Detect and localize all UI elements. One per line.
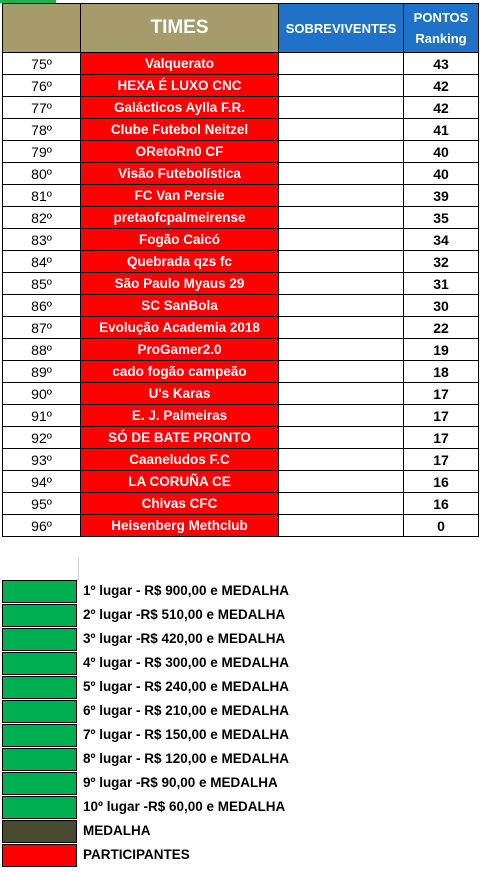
table-row[interactable] — [3, 97, 479, 119]
team-cell[interactable]: LA CORUÑA CE — [81, 471, 279, 493]
position-cell[interactable]: 75º — [3, 53, 81, 75]
sobreviventes-cell[interactable] — [279, 361, 404, 383]
team-cell[interactable]: Evolução Academia 2018 — [81, 317, 279, 339]
team-cell[interactable]: ProGamer2.0 — [81, 339, 279, 361]
legend-swatch[interactable] — [2, 652, 77, 675]
sobreviventes-cell[interactable] — [279, 405, 404, 427]
points-cell[interactable]: 39 — [404, 185, 479, 207]
sobreviventes-cell[interactable] — [279, 339, 404, 361]
table-row[interactable] — [3, 405, 479, 427]
points-cell[interactable]: 40 — [404, 163, 479, 185]
legend-swatch[interactable] — [2, 604, 77, 627]
table-row[interactable] — [3, 53, 479, 75]
legend-label[interactable]: 5º lugar - R$ 240,00 e MEDALHA — [83, 679, 289, 694]
position-cell[interactable]: 79º — [3, 141, 81, 163]
table-row[interactable] — [3, 383, 479, 405]
legend-swatch[interactable] — [2, 748, 77, 771]
table-row[interactable] — [3, 75, 479, 97]
points-cell[interactable]: 35 — [404, 207, 479, 229]
table-row[interactable] — [3, 295, 479, 317]
team-cell[interactable]: pretaofcpalmeirense — [81, 207, 279, 229]
team-cell[interactable]: Visão Futebolística — [81, 163, 279, 185]
table-row[interactable] — [3, 273, 479, 295]
legend-item — [2, 604, 462, 628]
legend-swatch[interactable] — [2, 628, 77, 651]
team-cell[interactable]: HEXA É LUXO CNC — [81, 75, 279, 97]
team-cell[interactable]: ORetoRn0 CF — [81, 141, 279, 163]
table-row[interactable] — [3, 119, 479, 141]
team-cell[interactable]: Clube Futebol Neitzel — [81, 119, 279, 141]
sobreviventes-cell[interactable] — [279, 207, 404, 229]
points-cell[interactable]: 22 — [404, 317, 479, 339]
position-cell[interactable]: 86º — [3, 295, 81, 317]
legend-label[interactable]: 10º lugar -R$ 60,00 e MEDALHA — [83, 799, 286, 814]
header-position-cell[interactable] — [3, 4, 81, 53]
sobreviventes-cell[interactable] — [279, 97, 404, 119]
legend-label[interactable]: 2º lugar -R$ 510,00 e MEDALHA — [83, 607, 286, 622]
ranking-table — [2, 3, 479, 537]
sobreviventes-cell[interactable] — [279, 295, 404, 317]
legend-swatch[interactable] — [2, 700, 77, 723]
legend-item — [2, 844, 462, 868]
legend-item — [2, 796, 462, 820]
position-cell[interactable]: 95º — [3, 493, 81, 515]
sobreviventes-cell[interactable] — [279, 493, 404, 515]
legend-label[interactable]: PARTICIPANTES — [83, 847, 190, 862]
sobreviventes-cell[interactable] — [279, 471, 404, 493]
legend-label[interactable]: 9º lugar -R$ 90,00 e MEDALHA — [83, 775, 278, 790]
team-cell[interactable]: U's Karas — [81, 383, 279, 405]
legend-item — [2, 724, 462, 748]
table-row[interactable] — [3, 229, 479, 251]
position-cell[interactable]: 91º — [3, 405, 81, 427]
sobreviventes-cell[interactable] — [279, 317, 404, 339]
header-pontos[interactable] — [404, 4, 479, 53]
team-cell[interactable]: SÓ DE BATE PRONTO — [81, 427, 279, 449]
sobreviventes-cell[interactable] — [279, 251, 404, 273]
header-times[interactable]: TIMES — [81, 4, 279, 53]
sobreviventes-cell[interactable] — [279, 427, 404, 449]
points-cell[interactable]: 34 — [404, 229, 479, 251]
sobreviventes-cell[interactable] — [279, 383, 404, 405]
legend-swatch[interactable] — [2, 796, 77, 819]
points-cell[interactable]: 17 — [404, 449, 479, 471]
position-cell[interactable]: 84º — [3, 251, 81, 273]
sobreviventes-cell[interactable] — [279, 185, 404, 207]
sobreviventes-cell[interactable] — [279, 119, 404, 141]
legend-item — [2, 652, 462, 676]
sobreviventes-cell[interactable] — [279, 229, 404, 251]
legend-item — [2, 772, 462, 796]
position-cell[interactable]: 87º — [3, 317, 81, 339]
legend-item — [2, 676, 462, 700]
table-row[interactable] — [3, 471, 479, 493]
header-pontos-label: PONTOS — [413, 10, 469, 25]
position-cell[interactable]: 93º — [3, 449, 81, 471]
legend-item — [2, 580, 462, 604]
legend-label[interactable]: 4º lugar - R$ 300,00 e MEDALHA — [83, 655, 289, 670]
position-cell[interactable]: 76º — [3, 75, 81, 97]
points-cell[interactable]: 16 — [404, 493, 479, 515]
team-cell[interactable]: Galácticos Aylla F.R. — [81, 97, 279, 119]
points-cell[interactable]: 18 — [404, 361, 479, 383]
team-cell[interactable]: Caaneludos F.C — [81, 449, 279, 471]
header-sobreviventes[interactable]: SOBREVIVENTES — [279, 4, 404, 53]
table-row[interactable] — [3, 449, 479, 471]
legend-swatch[interactable] — [2, 724, 77, 747]
points-cell[interactable]: 42 — [404, 97, 479, 119]
position-cell[interactable]: 96º — [3, 515, 81, 537]
position-cell[interactable]: 77º — [3, 97, 81, 119]
table-row[interactable] — [3, 207, 479, 229]
team-cell[interactable]: cado fogão campeão — [81, 361, 279, 383]
legend-label[interactable]: 7º lugar - R$ 150,00 e MEDALHA — [83, 727, 289, 742]
points-cell[interactable]: 41 — [404, 119, 479, 141]
table-row[interactable] — [3, 427, 479, 449]
points-cell[interactable]: 31 — [404, 273, 479, 295]
sobreviventes-cell[interactable] — [279, 141, 404, 163]
team-cell[interactable]: Heisenberg Methclub — [81, 515, 279, 537]
position-cell[interactable]: 80º — [3, 163, 81, 185]
legend-item — [2, 628, 462, 652]
points-cell[interactable]: 30 — [404, 295, 479, 317]
table-row[interactable] — [3, 163, 479, 185]
position-cell[interactable]: 83º — [3, 229, 81, 251]
team-cell[interactable]: Fogão Caicó — [81, 229, 279, 251]
table-row[interactable] — [3, 515, 479, 537]
sobreviventes-cell[interactable] — [279, 163, 404, 185]
legend-item — [2, 748, 462, 772]
points-cell[interactable]: 17 — [404, 405, 479, 427]
position-cell[interactable]: 92º — [3, 427, 81, 449]
ranking-body — [3, 53, 479, 537]
points-cell[interactable]: 43 — [404, 53, 479, 75]
sobreviventes-cell[interactable] — [279, 75, 404, 97]
points-cell[interactable]: 40 — [404, 141, 479, 163]
legend-swatch[interactable] — [2, 820, 77, 843]
sobreviventes-cell[interactable] — [279, 449, 404, 471]
legend-label[interactable]: 6º lugar - R$ 210,00 e MEDALHA — [83, 703, 289, 718]
gridline — [78, 557, 79, 581]
position-cell[interactable]: 78º — [3, 119, 81, 141]
legend-label[interactable]: MEDALHA — [83, 823, 151, 838]
table-row[interactable] — [3, 339, 479, 361]
team-cell[interactable]: Chivas CFC — [81, 493, 279, 515]
header-row — [3, 4, 479, 53]
points-cell[interactable]: 17 — [404, 383, 479, 405]
legend-swatch[interactable] — [2, 580, 77, 603]
team-cell[interactable]: Valquerato — [81, 53, 279, 75]
team-cell[interactable]: São Paulo Myaus 29 — [81, 273, 279, 295]
position-cell[interactable]: 85º — [3, 273, 81, 295]
header-ranking-label: Ranking — [415, 31, 467, 46]
points-cell[interactable]: 32 — [404, 251, 479, 273]
table-row[interactable] — [3, 493, 479, 515]
position-cell[interactable]: 82º — [3, 207, 81, 229]
legend-label[interactable]: 8º lugar - R$ 120,00 e MEDALHA — [83, 751, 289, 766]
position-cell[interactable]: 94º — [3, 471, 81, 493]
team-cell[interactable]: SC SanBola — [81, 295, 279, 317]
points-cell[interactable]: 0 — [404, 515, 479, 537]
legend-label[interactable]: 1º lugar - R$ 900,00 e MEDALHA — [83, 583, 289, 598]
position-cell[interactable]: 81º — [3, 185, 81, 207]
position-cell[interactable]: 88º — [3, 339, 81, 361]
sobreviventes-cell[interactable] — [279, 515, 404, 537]
team-cell[interactable]: E. J. Palmeiras — [81, 405, 279, 427]
legend-item — [2, 700, 462, 724]
points-cell[interactable]: 42 — [404, 75, 479, 97]
table-row[interactable] — [3, 317, 479, 339]
legend-swatch[interactable] — [2, 676, 77, 699]
legend-swatch[interactable] — [2, 772, 77, 795]
legend-swatch[interactable] — [2, 844, 77, 867]
position-cell[interactable]: 89º — [3, 361, 81, 383]
sobreviventes-cell[interactable] — [279, 273, 404, 295]
points-cell[interactable]: 17 — [404, 427, 479, 449]
table-row[interactable] — [3, 141, 479, 163]
position-cell[interactable]: 90º — [3, 383, 81, 405]
sobreviventes-cell[interactable] — [279, 53, 404, 75]
points-cell[interactable]: 16 — [404, 471, 479, 493]
table-row[interactable] — [3, 185, 479, 207]
legend-item — [2, 820, 462, 844]
team-cell[interactable]: Quebrada qzs fc — [81, 251, 279, 273]
points-cell[interactable]: 19 — [404, 339, 479, 361]
legend-label[interactable]: 3º lugar -R$ 420,00 e MEDALHA — [83, 631, 286, 646]
team-cell[interactable]: FC Van Persie — [81, 185, 279, 207]
table-row[interactable] — [3, 361, 479, 383]
table-row[interactable] — [3, 251, 479, 273]
